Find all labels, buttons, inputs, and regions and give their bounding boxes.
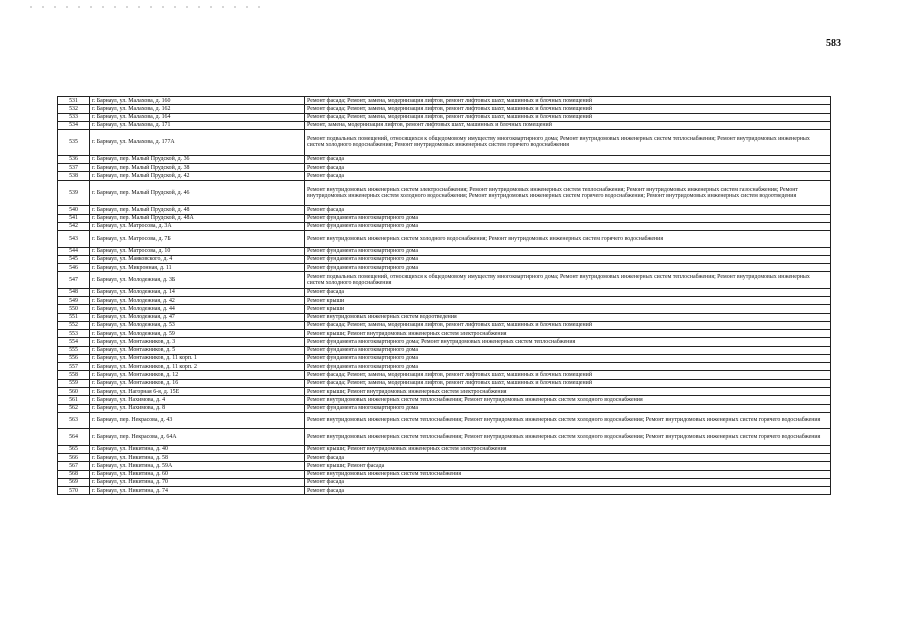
row-address: г. Барнаул, ул. Никитина, д. 59А	[90, 462, 305, 470]
row-work-types: Ремонт фундамента многоквартирного дома	[305, 346, 831, 354]
row-address: г. Барнаул, ул. Нахимова, д. 8	[90, 404, 305, 412]
row-address: г. Барнаул, ул. Микронная, д. 11	[90, 264, 305, 272]
table-row	[58, 371, 831, 379]
row-work-types: Ремонт внутридомовых инженерных систем теплоснабжения; Ремонт внутридомовых инженерных систем холодного водоснабжения; Ремонт внутридомовых инженерных систем горячего водоснабжения	[305, 412, 831, 429]
row-work-types: Ремонт фундамента многоквартирного дома	[305, 247, 831, 255]
row-work-types: Ремонт фасада	[305, 206, 831, 214]
row-work-types: Ремонт фундамента многоквартирного дома; Ремонт внутридомовых инженерных систем теплоснабжения	[305, 338, 831, 346]
row-number: 560	[58, 388, 90, 396]
row-number: 549	[58, 297, 90, 305]
row-work-types: Ремонт фасада	[305, 454, 831, 462]
row-number: 561	[58, 396, 90, 404]
row-work-types: Ремонт фундамента многоквартирного дома	[305, 222, 831, 230]
table-row	[58, 97, 831, 105]
row-number: 548	[58, 288, 90, 296]
row-number: 556	[58, 354, 90, 362]
table-row	[58, 354, 831, 362]
row-address: г. Барнаул, пер. Малый Прудской, д. 46	[90, 180, 305, 206]
table-row	[58, 346, 831, 354]
repair-works-table	[57, 96, 831, 495]
row-address: г. Барнаул, ул. Молодежная, д. 3Б	[90, 272, 305, 289]
row-address: г. Барнаул, ул. Никитина, д. 70	[90, 478, 305, 486]
row-number: 546	[58, 264, 90, 272]
row-number: 566	[58, 454, 90, 462]
row-address: г. Барнаул, пер. Малый Прудской, д. 36	[90, 155, 305, 163]
row-number: 543	[58, 231, 90, 248]
row-work-types: Ремонт фундамента многоквартирного дома	[305, 404, 831, 412]
table-row	[58, 313, 831, 321]
row-work-types: Ремонт фасада	[305, 164, 831, 172]
table-row	[58, 255, 831, 263]
table-body	[58, 97, 831, 495]
row-work-types: Ремонт фасада	[305, 172, 831, 180]
row-work-types: Ремонт фундамента многоквартирного дома	[305, 214, 831, 222]
row-number: 547	[58, 272, 90, 289]
row-number: 544	[58, 247, 90, 255]
row-address: г. Барнаул, ул. Монтажников, д. 12	[90, 371, 305, 379]
row-number: 550	[58, 305, 90, 313]
row-number: 540	[58, 206, 90, 214]
row-number: 567	[58, 462, 90, 470]
row-number: 570	[58, 487, 90, 495]
row-address: г. Барнаул, ул. Молодежная, д. 53	[90, 321, 305, 329]
row-number: 555	[58, 346, 90, 354]
row-number: 534	[58, 121, 90, 129]
row-address: г. Барнаул, ул. Малахова, д. 160	[90, 97, 305, 105]
row-number: 559	[58, 379, 90, 387]
row-address: г. Барнаул, ул. Молодежная, д. 14	[90, 288, 305, 296]
row-address: г. Барнаул, пер. Некрасова, д. 43	[90, 412, 305, 429]
row-work-types: Ремонт фундамента многоквартирного дома	[305, 363, 831, 371]
table-row	[58, 164, 831, 172]
row-address: г. Барнаул, ул. Никитина, д. 74	[90, 487, 305, 495]
row-address: г. Барнаул, ул. Никитина, д. 40	[90, 445, 305, 453]
row-work-types: Ремонт внутридомовых инженерных систем водоотведения	[305, 313, 831, 321]
row-work-types: Ремонт фундамента многоквартирного дома	[305, 354, 831, 362]
row-address: г. Барнаул, ул. Никитина, д. 58	[90, 454, 305, 462]
table-row	[58, 264, 831, 272]
row-address: г. Барнаул, ул. Монтажников, д. 11 корп. 1	[90, 354, 305, 362]
row-address: г. Барнаул, пер. Малый Прудской, д. 38	[90, 164, 305, 172]
table-row	[58, 180, 831, 206]
row-number: 553	[58, 330, 90, 338]
row-address: г. Барнаул, ул. Нахимова, д. 4	[90, 396, 305, 404]
row-number: 536	[58, 155, 90, 163]
row-work-types: Ремонт, замена, модернизация лифтов, ремонт лифтовых шахт, машинных и блочных помещений	[305, 121, 831, 129]
row-number: 537	[58, 164, 90, 172]
row-number: 552	[58, 321, 90, 329]
table-row	[58, 231, 831, 248]
row-work-types: Ремонт фасада; Ремонт, замена, модернизация лифтов, ремонт лифтовых шахт, машинных и блочных помещений	[305, 321, 831, 329]
table-row	[58, 330, 831, 338]
row-number: 542	[58, 222, 90, 230]
table-row	[58, 297, 831, 305]
table-row	[58, 454, 831, 462]
row-work-types: Ремонт внутридомовых инженерных систем холодного водоснабжения; Ремонт внутридомовых инженерных систем горячего водоснабжения	[305, 231, 831, 248]
row-work-types: Ремонт внутридомовых инженерных систем теплоснабжения	[305, 470, 831, 478]
row-address: г. Барнаул, ул. Молодежная, д. 42	[90, 297, 305, 305]
row-number: 551	[58, 313, 90, 321]
row-work-types: Ремонт внутридомовых инженерных систем теплоснабжения; Ремонт внутридомовых инженерных систем холодного водоснабжения; Ремонт внутридомовых инженерных систем горячего водоснабжения	[305, 429, 831, 446]
row-address: г. Барнаул, ул. Молодежная, д. 59	[90, 330, 305, 338]
row-address: г. Барнаул, ул. Монтажников, д. 5	[90, 346, 305, 354]
row-address: г. Барнаул, ул. Малахова, д. 171	[90, 121, 305, 129]
table-row	[58, 113, 831, 121]
row-address: г. Барнаул, ул. Малахова, д. 177А	[90, 130, 305, 156]
row-work-types: Ремонт крыши; Ремонт внутридомовых инженерных систем электроснабжения	[305, 445, 831, 453]
row-address: г. Барнаул, ул. Монтажников, д. 11 корп. 2	[90, 363, 305, 371]
table-row	[58, 462, 831, 470]
row-work-types: Ремонт фасада; Ремонт, замена, модернизация лифтов, ремонт лифтовых шахт, машинных и блочных помещений	[305, 97, 831, 105]
row-number: 557	[58, 363, 90, 371]
row-address: г. Барнаул, ул. Матросова, д. 3А	[90, 222, 305, 230]
row-work-types: Ремонт фасада	[305, 478, 831, 486]
table-row	[58, 470, 831, 478]
row-address: г. Барнаул, пер. Малый Прудской, д. 42	[90, 172, 305, 180]
row-work-types: Ремонт фасада	[305, 288, 831, 296]
row-number: 565	[58, 445, 90, 453]
row-work-types: Ремонт фасада; Ремонт, замена, модернизация лифтов, ремонт лифтовых шахт, машинных и блочных помещений	[305, 113, 831, 121]
table-row	[58, 445, 831, 453]
row-address: г. Барнаул, ул. Никитина, д. 60	[90, 470, 305, 478]
row-work-types: Ремонт подвальных помещений, относящихся к общедомовому имуществу многоквартирного дома; Ремонт внутридомовых инженерных систем теплоснабжения; Ремонт внутридомовых инженерных систем холодного водоснабжения	[305, 272, 831, 289]
row-address: г. Барнаул, ул. Молодежная, д. 47	[90, 313, 305, 321]
row-number: 569	[58, 478, 90, 486]
row-number: 532	[58, 105, 90, 113]
row-address: г. Барнаул, ул. Малахова, д. 164	[90, 113, 305, 121]
row-work-types: Ремонт крыши; Ремонт фасада	[305, 462, 831, 470]
row-work-types: Ремонт подвальных помещений, относящихся к общедомовому имуществу многоквартирного дома; Ремонт внутридомовых инженерных систем теплоснабжения; Ремонт внутридомовых инженерных систем холодного водоснабжения; Ремонт внутридомовых инженерных систем горячего водоснабжения	[305, 130, 831, 156]
table-row	[58, 105, 831, 113]
row-address: г. Барнаул, ул. Маяковского, д. 4	[90, 255, 305, 263]
row-address: г. Барнаул, ул. Матросова, д. 7Б	[90, 231, 305, 248]
table-row	[58, 222, 831, 230]
row-number: 562	[58, 404, 90, 412]
row-address: г. Барнаул, пер. Малый Прудской, д. 48А	[90, 214, 305, 222]
table-row	[58, 288, 831, 296]
table-row	[58, 396, 831, 404]
row-work-types: Ремонт фасада	[305, 487, 831, 495]
scan-artifact	[30, 6, 270, 8]
row-address: г. Барнаул, ул. Монтажников, д. 16	[90, 379, 305, 387]
table-row	[58, 206, 831, 214]
row-address: г. Барнаул, ул. Нагорная 6-я, д. 15Е	[90, 388, 305, 396]
table-row	[58, 272, 831, 289]
table-row	[58, 214, 831, 222]
row-work-types: Ремонт крыши; Ремонт внутридомовых инженерных систем электроснабжения	[305, 388, 831, 396]
row-work-types: Ремонт фасада	[305, 155, 831, 163]
row-work-types: Ремонт внутридомовых инженерных систем теплоснабжения; Ремонт внутридомовых инженерных систем холодного водоснабжения	[305, 396, 831, 404]
table-row	[58, 379, 831, 387]
row-work-types: Ремонт крыши	[305, 297, 831, 305]
row-number: 533	[58, 113, 90, 121]
row-address: г. Барнаул, пер. Малый Прудской, д. 48	[90, 206, 305, 214]
row-number: 541	[58, 214, 90, 222]
page-number: 583	[826, 38, 841, 49]
table-row	[58, 172, 831, 180]
table-row	[58, 247, 831, 255]
row-work-types: Ремонт фасада; Ремонт, замена, модернизация лифтов, ремонт лифтовых шахт, машинных и блочных помещений	[305, 379, 831, 387]
row-work-types: Ремонт фасада; Ремонт, замена, модернизация лифтов, ремонт лифтовых шахт, машинных и блочных помещений	[305, 105, 831, 113]
row-number: 554	[58, 338, 90, 346]
row-work-types: Ремонт крыши; Ремонт внутридомовых инженерных систем электроснабжения	[305, 330, 831, 338]
table-row	[58, 155, 831, 163]
row-work-types: Ремонт фундамента многоквартирного дома	[305, 255, 831, 263]
row-address: г. Барнаул, ул. Малахова, д. 162	[90, 105, 305, 113]
row-number: 563	[58, 412, 90, 429]
table-row	[58, 388, 831, 396]
table-row	[58, 130, 831, 156]
row-number: 545	[58, 255, 90, 263]
table-row	[58, 487, 831, 495]
row-number: 558	[58, 371, 90, 379]
row-work-types: Ремонт крыши	[305, 305, 831, 313]
row-work-types: Ремонт фасада; Ремонт, замена, модернизация лифтов, ремонт лифтовых шахт, машинных и блочных помещений	[305, 371, 831, 379]
table-row	[58, 429, 831, 446]
table-row	[58, 121, 831, 129]
row-number: 535	[58, 130, 90, 156]
row-number: 568	[58, 470, 90, 478]
table-row	[58, 363, 831, 371]
row-work-types: Ремонт фундамента многоквартирного дома	[305, 264, 831, 272]
row-address: г. Барнаул, ул. Монтажников, д. 3	[90, 338, 305, 346]
table-row	[58, 338, 831, 346]
table-row	[58, 478, 831, 486]
row-number: 531	[58, 97, 90, 105]
table-row	[58, 404, 831, 412]
row-address: г. Барнаул, пер. Некрасова, д. 64А	[90, 429, 305, 446]
row-address: г. Барнаул, ул. Матросова, д. 10	[90, 247, 305, 255]
table-row	[58, 321, 831, 329]
row-number: 539	[58, 180, 90, 206]
row-number: 564	[58, 429, 90, 446]
row-address: г. Барнаул, ул. Молодежная, д. 44	[90, 305, 305, 313]
row-number: 538	[58, 172, 90, 180]
row-work-types: Ремонт внутридомовых инженерных систем электроснабжения; Ремонт внутридомовых инженерных систем теплоснабжения; Ремонт внутридомовых инженерных систем газоснабжения; Ремонт внутридомовых инженерных систем холодного водоснабжения; Ремонт внутридомовых инженерных систем горячего водоснабжения; Ремонт внутридомовых инженерных систем водоотведения	[305, 180, 831, 206]
table-row	[58, 305, 831, 313]
table-row	[58, 412, 831, 429]
